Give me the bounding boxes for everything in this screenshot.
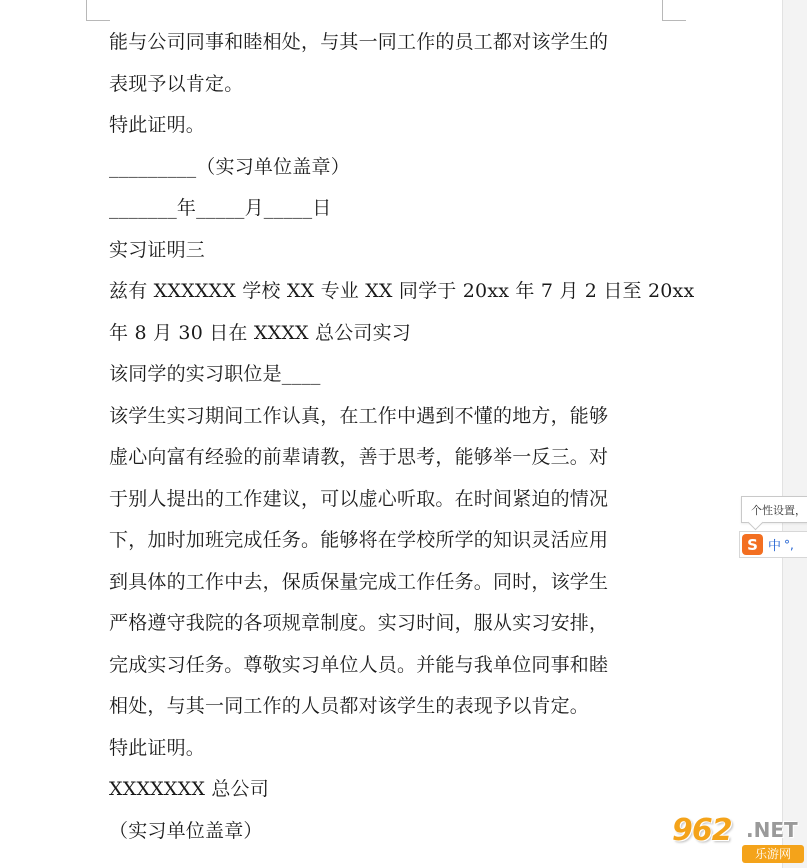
doc-line: 能与公司同事和睦相处，与其一同工作的员工都对该学生的 (109, 31, 609, 53)
ime-punctuation-toggle[interactable]: °, (784, 537, 794, 552)
doc-line: _________（实习单位盖章） (109, 155, 350, 178)
doc-line: 相处，与其一同工作的人员都对该学生的表现予以肯定。 (109, 695, 590, 717)
doc-line: 完成实习任务。尊敬实习单位人员。并能与我单位同事和睦 (109, 653, 609, 676)
crop-mark-top-right (662, 0, 663, 20)
site-watermark (668, 813, 807, 868)
sogou-logo-icon[interactable]: S (742, 534, 763, 555)
doc-line: 严格遵守我院的各项规章制度。实习时间，服从实习安排， (109, 612, 609, 634)
doc-line: 兹有 XXXXXX 学校 XX 专业 XX 同学于 20xx 年 7 月 2 日至 20xx (109, 280, 695, 302)
doc-heading: 实习证明三 (109, 238, 206, 261)
ime-mode-toggle[interactable]: 中 (768, 539, 782, 554)
watermark-logo-suffix: .NET (746, 818, 798, 842)
doc-line: 特此证明。 (109, 736, 206, 759)
doc-line: 虚心向富有经验的前辈请教，善于思考，能够举一反三。对 (109, 446, 609, 468)
doc-line: 年 8 月 30 日在 XXXX 总公司实习 (109, 321, 412, 344)
ime-tooltip (741, 496, 807, 523)
vertical-scrollbar-track[interactable] (782, 0, 807, 868)
doc-line: _______年_____月_____日 (109, 197, 332, 219)
watermark-site-name: 乐游网 (742, 845, 804, 863)
ime-toolbar[interactable] (739, 531, 807, 558)
doc-line: 该同学的实习职位是____ (109, 363, 321, 385)
doc-line: XXXXXXX 总公司 (109, 778, 269, 800)
doc-line: 下，加时加班完成任务。能够将在学校所学的知识灵活应用 (109, 529, 609, 551)
crop-mark-top-left (86, 0, 87, 20)
watermark-logo-number: 962 (672, 813, 732, 848)
ime-tooltip-text: 个性设置， (751, 504, 806, 517)
doc-line: 特此证明。 (109, 114, 206, 136)
crop-mark-top-right-h (662, 20, 686, 21)
doc-line: （实习单位盖章） (109, 819, 263, 842)
doc-line: 到具体的工作中去，保质保量完成工作任务。同时，该学生 (109, 570, 609, 593)
document-body[interactable] (109, 22, 695, 852)
doc-line: 该学生实习期间工作认真，在工作中遇到不懂的地方，能够 (109, 404, 609, 427)
crop-mark-top-left-h (86, 20, 110, 21)
doc-line: 表现予以肯定。 (109, 72, 244, 95)
doc-line: 于别人提出的工作建议，可以虚心听取。在时间紧迫的情况 (109, 487, 609, 510)
